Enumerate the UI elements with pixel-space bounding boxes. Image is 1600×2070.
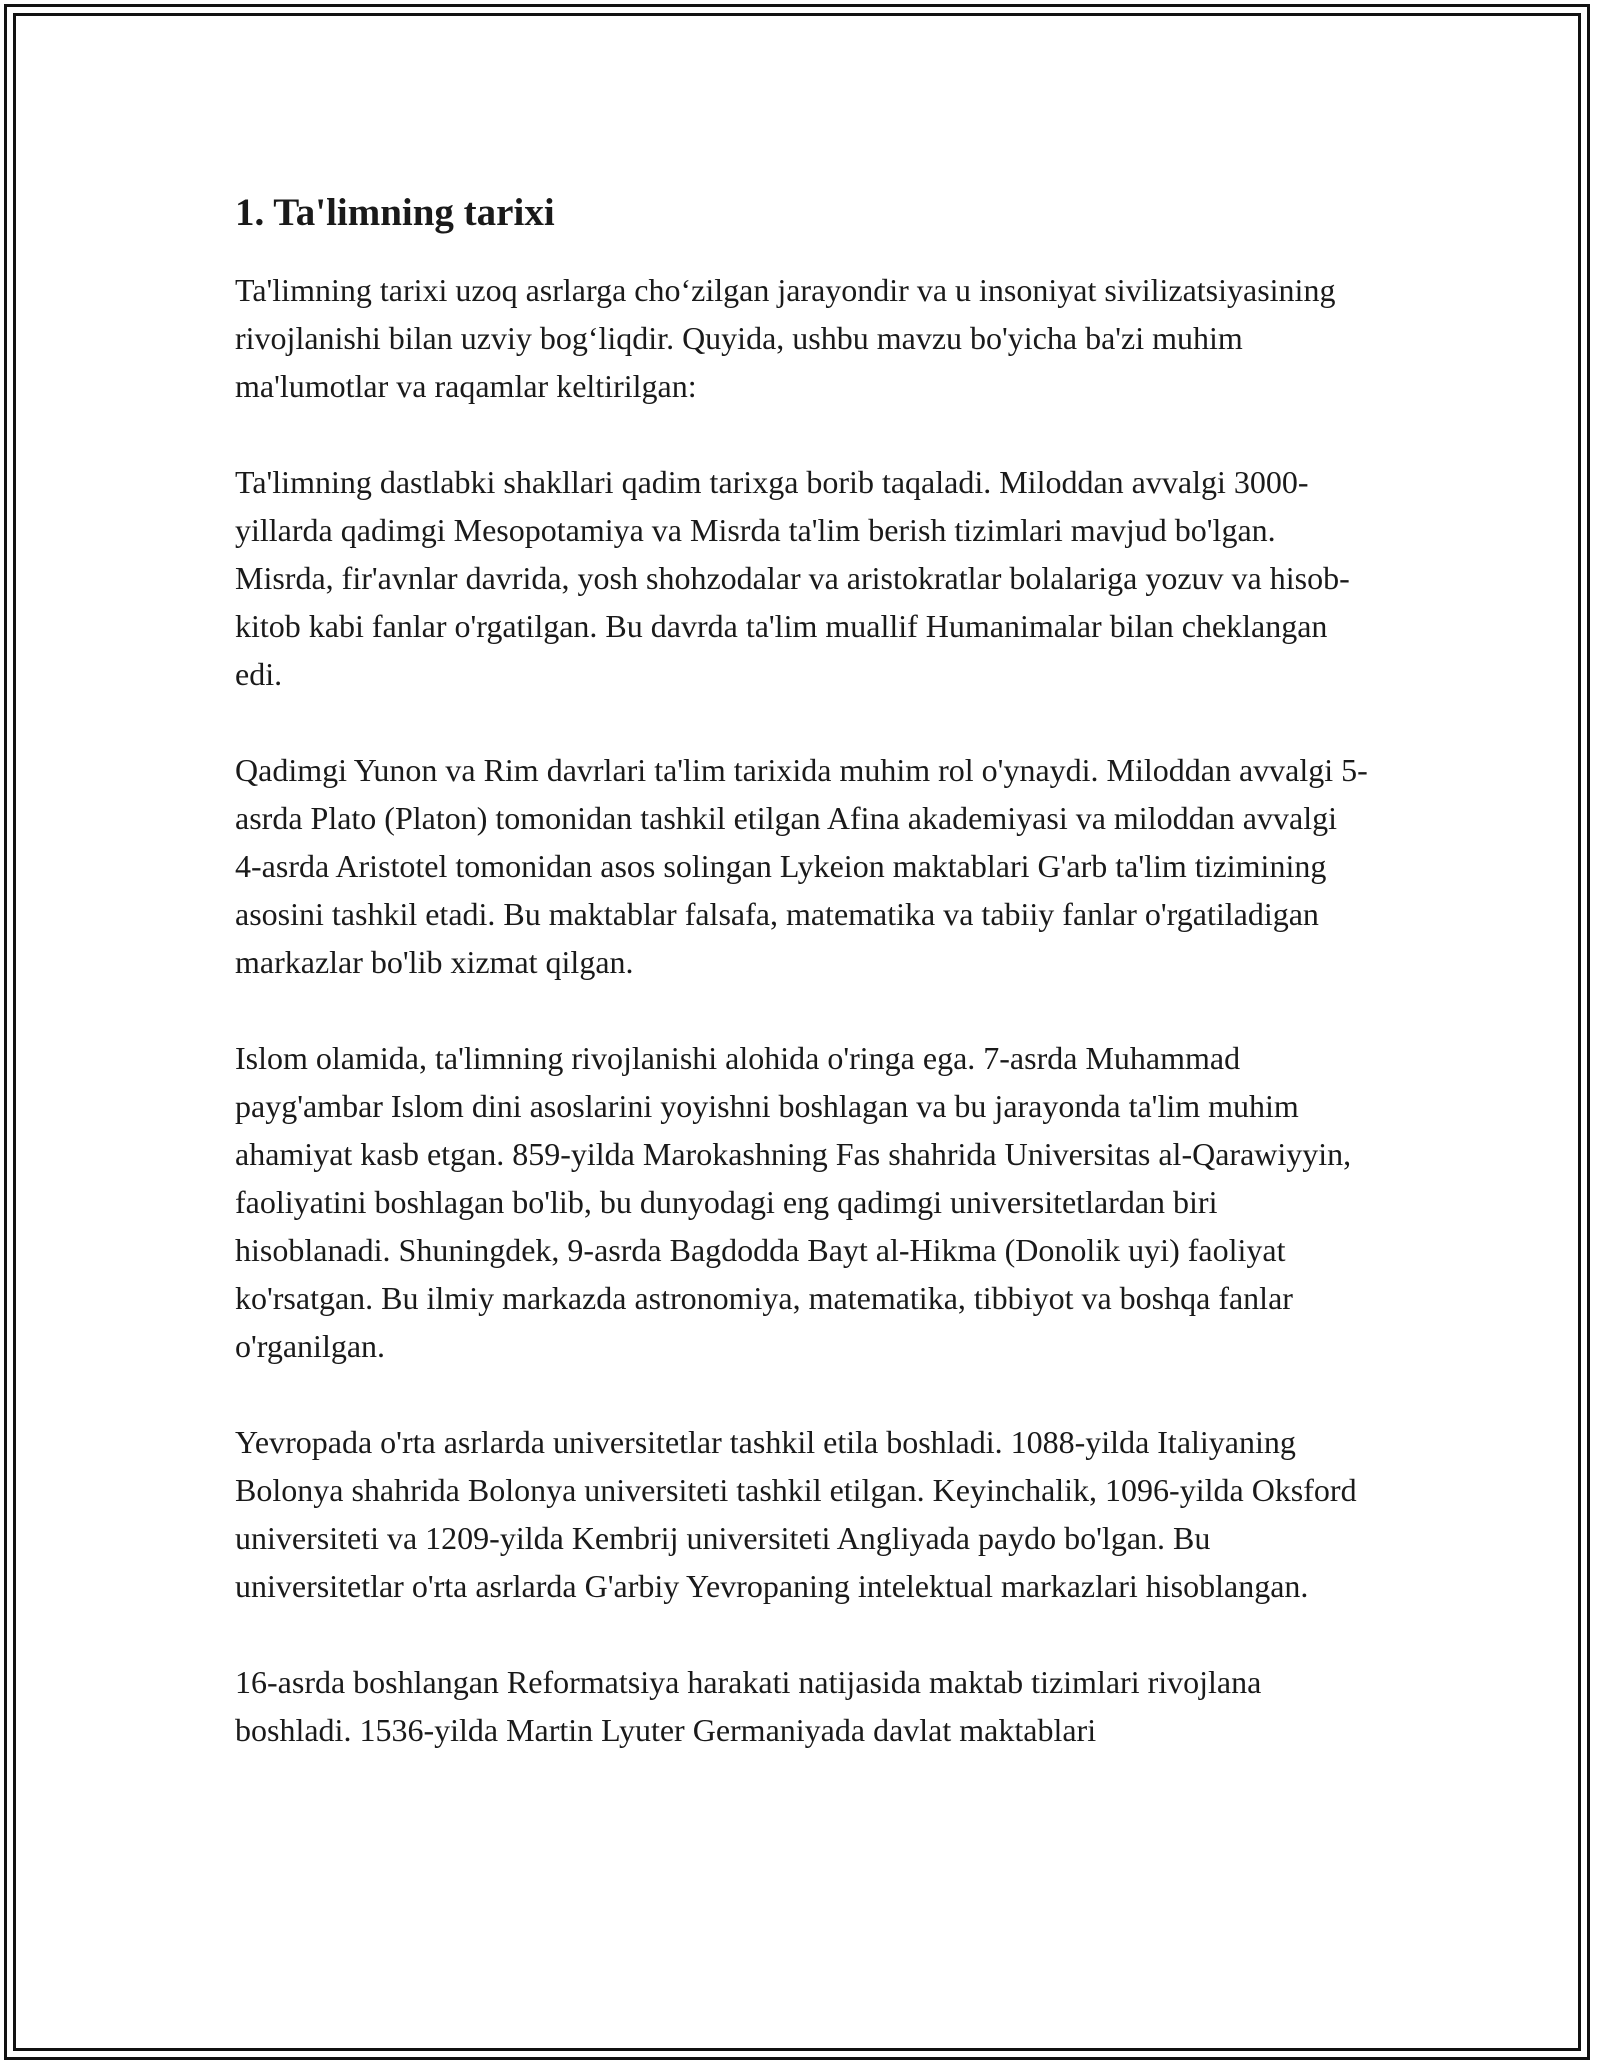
paragraph-islamic-world: Islom olamida, ta'limning rivojlanishi alohida o'ringa ega. 7-asrda Muhammad payg'ambar Islom dini asoslarini yoyishni boshlagan va bu jarayonda ta'lim muhim ahamiyat kasb etgan. 859-yilda Marokashning Fas shahrida Universitas al-Qarawiyyin, faoliyatini boshlagan bo'lib, bu dunyodagi eng qadimgi universitetlardan biri hisoblanadi. Shuningdek, 9-asrda Bagdodda Bayt al-Hikma (Donolik uyi) faoliyat ko'rsatgan. Bu ilmiy markazda astronomiya, matematika, tibbiyot va boshqa fanlar o'rganilgan. xyxy=(235,1040,1352,1364)
paragraph-european-universities: Yevropada o'rta asrlarda universitetlar tashkil etila boshladi. 1088-yilda Italiyaning Bolonya shahrida Bolonya universiteti tashkil etilgan. Keyinchalik, 1096-yilda Oksford universiteti va 1209-yilda Kembrij universiteti Angliyada paydo bo'lgan. Bu universitetlar o'rta asrlarda G'arbiy Yevropaning intelektual markazlari hisoblangan. xyxy=(235,1424,1357,1604)
paragraph-greece-rome: Qadimgi Yunon va Rim davrlari ta'lim tarixida muhim rol o'ynaydi. Miloddan avvalgi 5-asrda Plato (Platon) tomonidan tashkil etilgan Afina akademiyasi va miloddan avvalgi 4-asrda Aristotel tomonidan asos solingan Lykeion maktablari G'arb ta'lim tizimining asosini tashkil etadi. Bu maktablar falsafa, matematika va tabiiy fanlar o'rgatiladigan markazlar bo'lib xizmat qilgan. xyxy=(235,752,1368,980)
paragraph-intro: Ta'limning tarixi uzoq asrlarga cho‘zilgan jarayondir va u insoniyat sivilizatsiyasining rivojlanishi bilan uzviy bog‘liqdir. Quyida, ushbu mavzu bo'yicha ba'zi muhim ma'lumotlar va raqamlar keltirilgan: xyxy=(235,272,1336,404)
section-heading: 1. Ta'limning tarixi xyxy=(235,191,555,234)
paragraph-reformation: 16-asrda boshlangan Reformatsiya harakati natijasida maktab tizimlari rivojlana boshladi. 1536-yilda Martin Lyuter Germaniyada davlat maktablari xyxy=(235,1664,1262,1748)
document-body xyxy=(235,186,1370,1802)
paragraph-ancient-origins: Ta'limning dastlabki shakllari qadim tarixga borib taqaladi. Miloddan avvalgi 3000-yillarda qadimgi Mesopotamiya va Misrda ta'lim berish tizimlari mavjud bo'lgan. Misrda, fir'avnlar davrida, yosh shohzodalar va aristokratlar bolalariga yozuv va hisob-kitob kabi fanlar o'rgatilgan. Bu davrda ta'lim muallif Humanimalar bilan cheklangan edi. xyxy=(235,464,1350,692)
